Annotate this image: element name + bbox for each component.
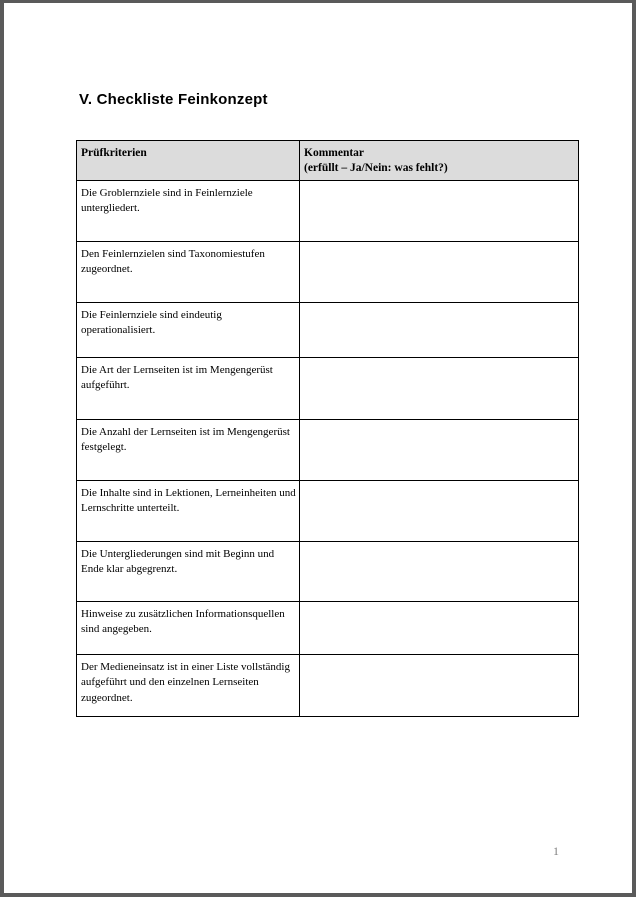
comment-cell xyxy=(300,242,579,303)
column-header-pruefkriterien-label: Prüfkriterien xyxy=(81,147,147,159)
comment-cell xyxy=(300,481,579,542)
comment-cell xyxy=(300,655,579,717)
criterion-cell: Der Medieneinsatz ist in einer Liste vollständig aufgeführt und den einzelnen Lernseiten zugeordnet. xyxy=(77,655,300,717)
table-row xyxy=(77,358,579,420)
table-header-row xyxy=(77,141,579,181)
criterion-cell: Die Art der Lernseiten ist im Mengengerüst aufgeführt. xyxy=(77,358,300,420)
comment-cell xyxy=(300,420,579,481)
criterion-cell: Die Untergliederungen sind mit Beginn und Ende klar abgegrenzt. xyxy=(77,542,300,602)
page-number: 1 xyxy=(553,844,559,858)
column-header-kommentar xyxy=(300,141,579,181)
table-row xyxy=(77,481,579,542)
table-row xyxy=(77,602,579,655)
comment-cell xyxy=(300,303,579,358)
checklist-table-body xyxy=(77,181,579,717)
checklist-table xyxy=(76,140,579,717)
column-header-pruefkriterien xyxy=(77,141,300,181)
criterion-cell: Die Feinlernziele sind eindeutig operationalisiert. xyxy=(77,303,300,358)
page-title: V. Checkliste Feinkonzept xyxy=(79,91,268,108)
criterion-cell: Die Anzahl der Lernseiten ist im Mengengerüst festgelegt. xyxy=(77,420,300,481)
table-row xyxy=(77,542,579,602)
column-header-kommentar-label: Kommentar xyxy=(304,147,365,159)
comment-cell xyxy=(300,181,579,242)
table-row xyxy=(77,420,579,481)
table-row xyxy=(77,242,579,303)
table-row xyxy=(77,181,579,242)
comment-cell xyxy=(300,358,579,420)
criterion-cell: Die Inhalte sind in Lektionen, Lerneinheiten und Lernschritte unterteilt. xyxy=(77,481,300,542)
criterion-cell: Den Feinlernzielen sind Taxonomiestufen zugeordnet. xyxy=(77,242,300,303)
comment-cell xyxy=(300,542,579,602)
criterion-cell: Die Groblernziele sind in Feinlernziele untergliedert. xyxy=(77,181,300,242)
table-row xyxy=(77,655,579,717)
criterion-cell: Hinweise zu zusätzlichen Informationsquellen sind angegeben. xyxy=(77,602,300,655)
column-header-kommentar-sublabel: (erfüllt – Ja/Nein: was fehlt?) xyxy=(304,161,448,174)
table-row xyxy=(77,303,579,358)
comment-cell xyxy=(300,602,579,655)
